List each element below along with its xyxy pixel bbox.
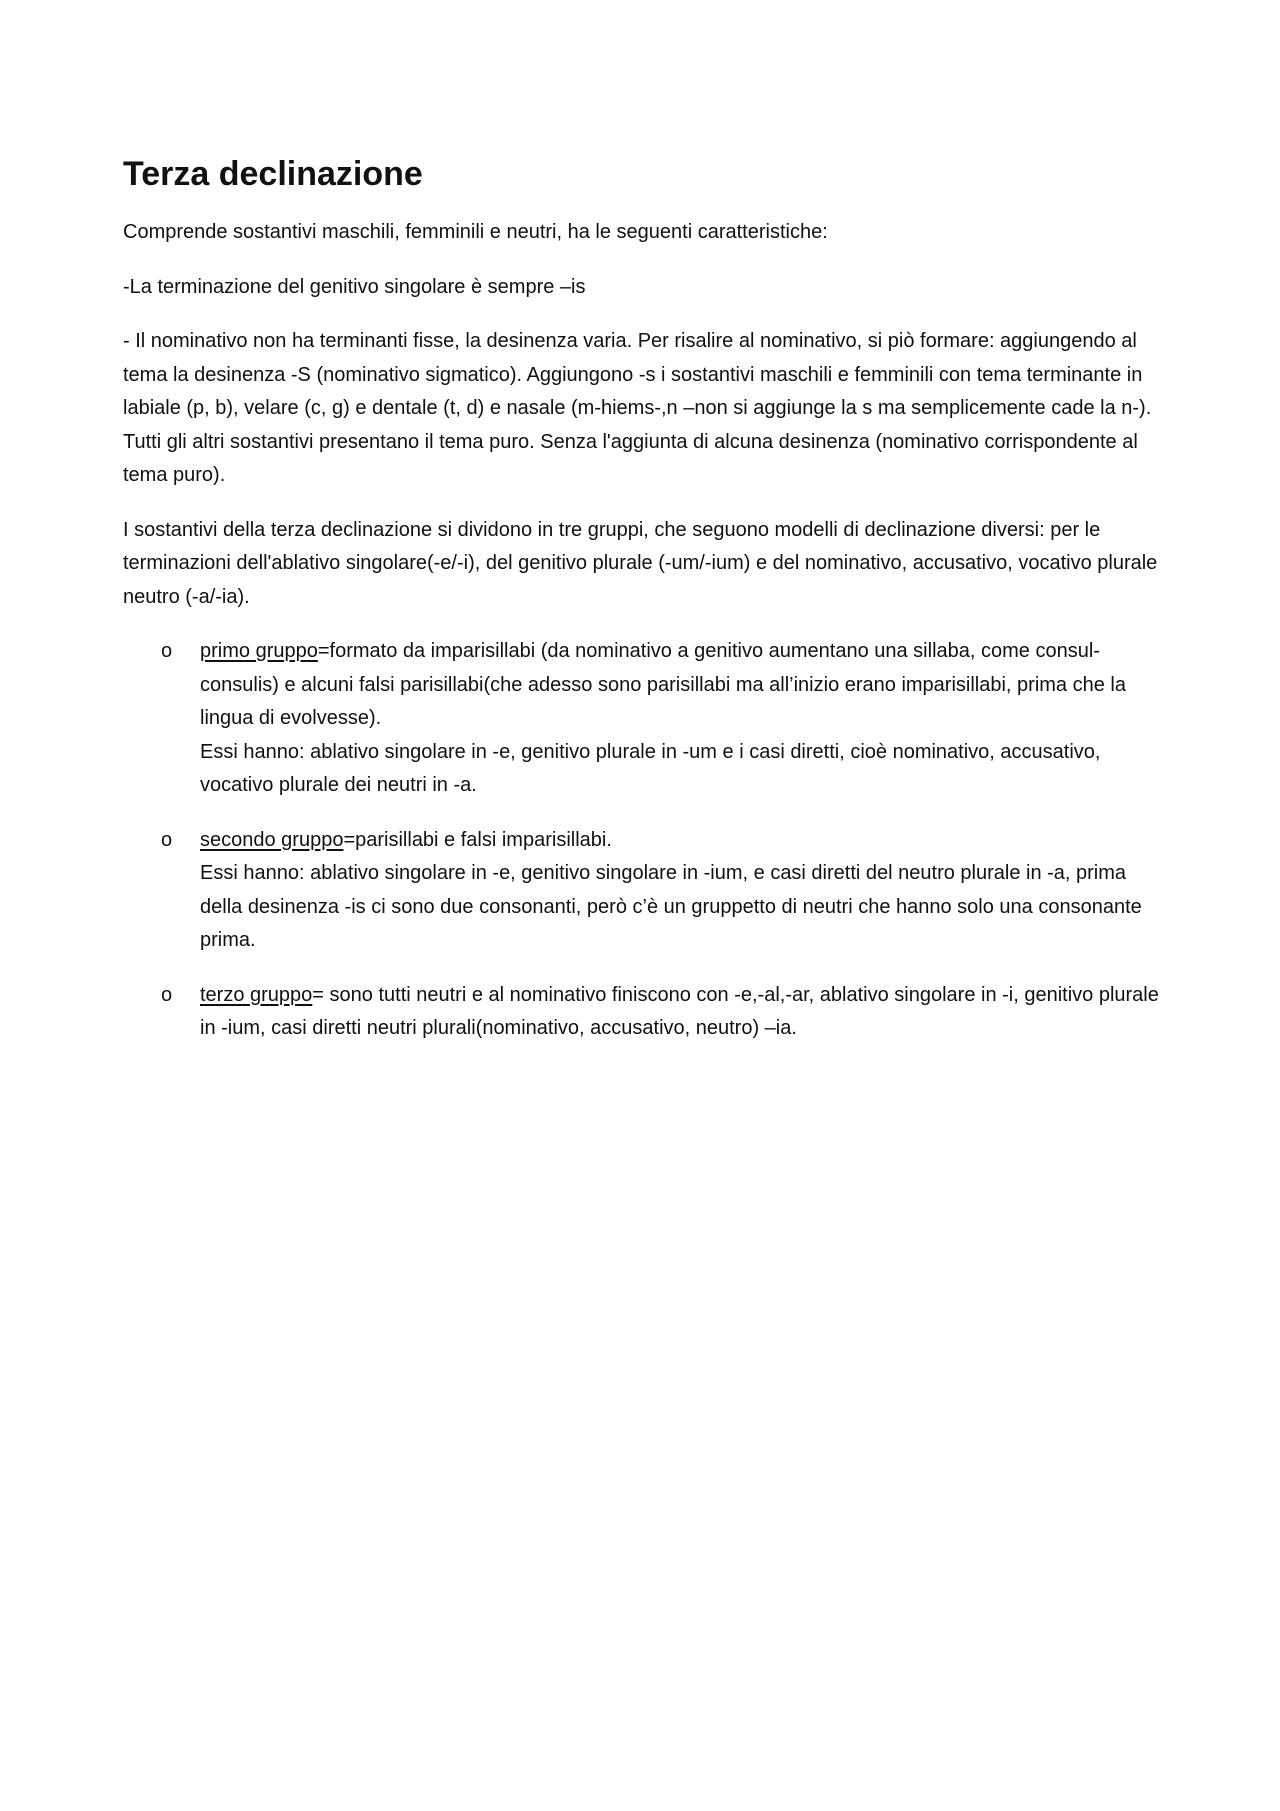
genitive-rule-paragraph: -La terminazione del genitivo singolare è sempre –is bbox=[123, 275, 586, 298]
group-description bbox=[200, 824, 1168, 858]
nominative-rule-paragraph: - Il nominativo non ha terminanti fisse, la desinenza varia. Per risalire al nominativo, si piò formare: aggiungendo al tema la desinenza -S (nominativo sigmatico). Aggiungono -s i sostantivi maschili e femminili con tema terminante in labiale (p, b), velare (c, g) e dentale (t, d) e nasale (m-hiems-,n –non si aggiunge la s ma semplicemente cade la n-). Tutti gli altri sostantivi presentano il tema puro. Senza l'aggiunta di alcuna desinenza (nominativo corrispondente al tema puro). bbox=[123, 330, 1152, 486]
intro-paragraph: Comprende sostantivi maschili, femminili e neutri, ha le seguenti caratteristiche: bbox=[123, 221, 828, 243]
group-detail: Essi hanno: ablativo singolare in -e, genitivo singolare in -ium, e casi diretti del neutro plurale in -a, prima della desinenza -is ci sono due consonanti, però c’è un gruppetto di neutri che hanno solo una consonante prima. bbox=[200, 862, 1142, 951]
list-item-secondo-gruppo bbox=[123, 824, 1168, 958]
groups-intro-paragraph: I sostantivi della terza declinazione si dividono in tre gruppi, che seguono modelli di declinazione diversi: per le terminazioni dell'ablativo singolare(-e/-i), del genitivo plurale (-um/-ium) e del nominativo, accusativo, vocativo plurale neutro (-a/-ia). bbox=[123, 518, 1158, 608]
list-item-primo-gruppo bbox=[123, 635, 1168, 803]
list-item-terzo-gruppo bbox=[123, 979, 1168, 1046]
document-page bbox=[123, 154, 1168, 1067]
group-description bbox=[200, 635, 1168, 736]
bullet-icon: o bbox=[161, 640, 173, 662]
group-term: primo gruppo bbox=[200, 640, 318, 662]
bullet-icon: o bbox=[161, 828, 173, 851]
bullet-icon: o bbox=[161, 983, 173, 1006]
group-text: =formato da imparisillabi (da nominativo a genitivo aumentano una sillaba, come consul-consulis) e alcuni falsi parisillabi(che adesso sono parisillabi ma all’inizio erano imparisillabi, prima che la lingua di evolvesse). bbox=[200, 640, 1126, 729]
group-detail: Essi hanno: ablativo singolare in -e, genitivo plurale in -um e i casi diretti, cioè nominativo, accusativo, vocativo plurale dei neutri in -a. bbox=[200, 740, 1101, 796]
groups-list bbox=[123, 635, 1168, 1046]
group-term: secondo gruppo bbox=[200, 828, 344, 851]
page-title: Terza declinazione bbox=[123, 155, 423, 193]
group-description bbox=[200, 979, 1168, 1046]
group-term: terzo gruppo bbox=[200, 983, 313, 1006]
group-text: =parisillabi e falsi imparisillabi. bbox=[343, 828, 612, 851]
group-text: = sono tutti neutri e al nominativo finiscono con -e,-al,-ar, ablativo singolare in -i, genitivo plurale in -ium, casi diretti neutri plurali(nominativo, accusativo, neutro) –ia. bbox=[200, 983, 1159, 1039]
